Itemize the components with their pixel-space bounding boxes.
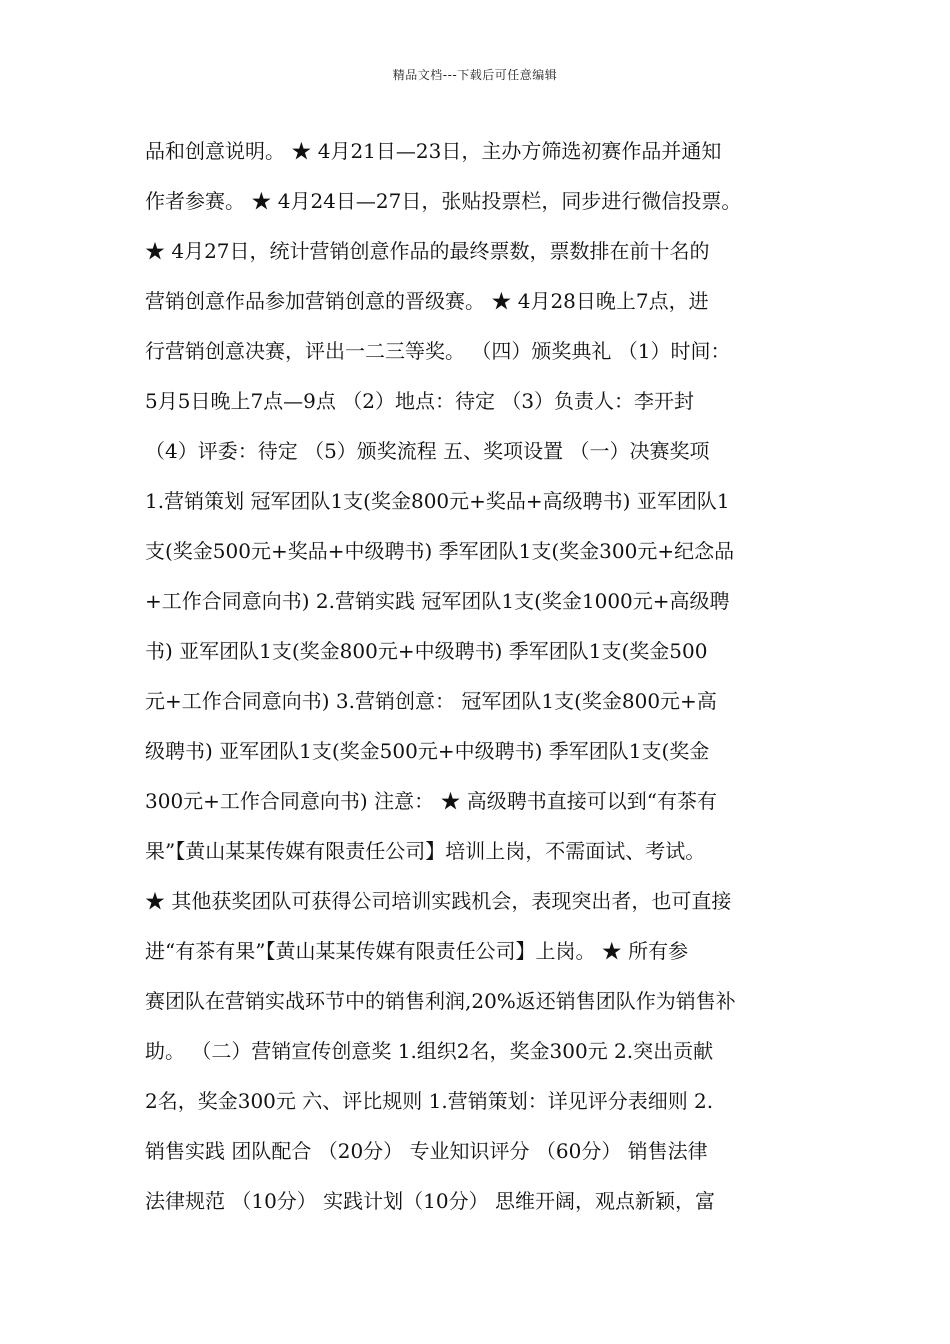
text-line: 2名，奖金300元 六、评比规则 1.营销策划：详见评分表细则 2.	[145, 1089, 714, 1113]
text-line: 300元+工作合同意向书) 注意： ★ 高级聘书直接可以到“有茶有	[145, 789, 718, 813]
text-line: 元+工作合同意向书) 3.营销创意： 冠军团队1支(奖金800元+高	[145, 689, 717, 713]
text-line: ★ 其他获奖团队可获得公司培训实践机会，表现突出者，也可直接	[145, 889, 732, 913]
text-line: 行营销创意决赛，评出一二三等奖。 （四）颁奖典礼 （1）时间：	[145, 339, 731, 363]
text-line: +工作合同意向书) 2.营销实践 冠军团队1支(奖金1000元+高级聘	[145, 589, 730, 613]
text-line: 进“有茶有果”【黄山某某传媒有限责任公司】上岗。 ★ 所有参	[145, 939, 689, 963]
text-line: 品和创意说明。 ★ 4月21日—23日，主办方筛选初赛作品并通知	[145, 139, 722, 163]
page-header: 精品文档---下载后可任意编辑	[392, 68, 558, 82]
text-line: 赛团队在营销实战环节中的销售利润,20%返还销售团队作为销售补	[145, 989, 736, 1013]
text-line: ★ 4月27日，统计营销创意作品的最终票数，票数排在前十名的	[145, 239, 710, 263]
text-line: 助。 （二）营销宣传创意奖 1.组织2名，奖金300元 2.突出贡献	[145, 1039, 714, 1063]
text-line: 果”【黄山某某传媒有限责任公司】培训上岗，不需面试、考试。	[145, 839, 706, 863]
body-text	[145, 126, 820, 1226]
text-line: 书) 亚军团队1支(奖金800元+中级聘书) 季军团队1支(奖金500	[145, 639, 708, 663]
text-line: （4）评委：待定 （5）颁奖流程 五、奖项设置 （一）决赛奖项	[145, 439, 710, 463]
text-line: 销售实践 团队配合 （20分） 专业知识评分 （60分） 销售法律	[145, 1139, 708, 1163]
text-line: 1.营销策划 冠军团队1支(奖金800元+奖品+高级聘书) 亚军团队1	[145, 489, 730, 513]
text-line: 支(奖金500元+奖品+中级聘书) 季军团队1支(奖金300元+纪念品	[145, 539, 735, 563]
text-line: 级聘书) 亚军团队1支(奖金500元+中级聘书) 季军团队1支(奖金	[145, 739, 710, 763]
text-line: 作者参赛。 ★ 4月24日—27日，张贴投票栏，同步进行微信投票。	[145, 189, 742, 213]
text-line: 5月5日晚上7点—9点 （2）地点：待定 （3）负责人：李开封	[145, 389, 695, 413]
text-line: 法律规范 （10分） 实践计划（10分） 思维开阔，观点新颖，富	[145, 1189, 715, 1213]
text-line: 营销创意作品参加营销创意的晋级赛。 ★ 4月28日晚上7点，进	[145, 289, 709, 313]
